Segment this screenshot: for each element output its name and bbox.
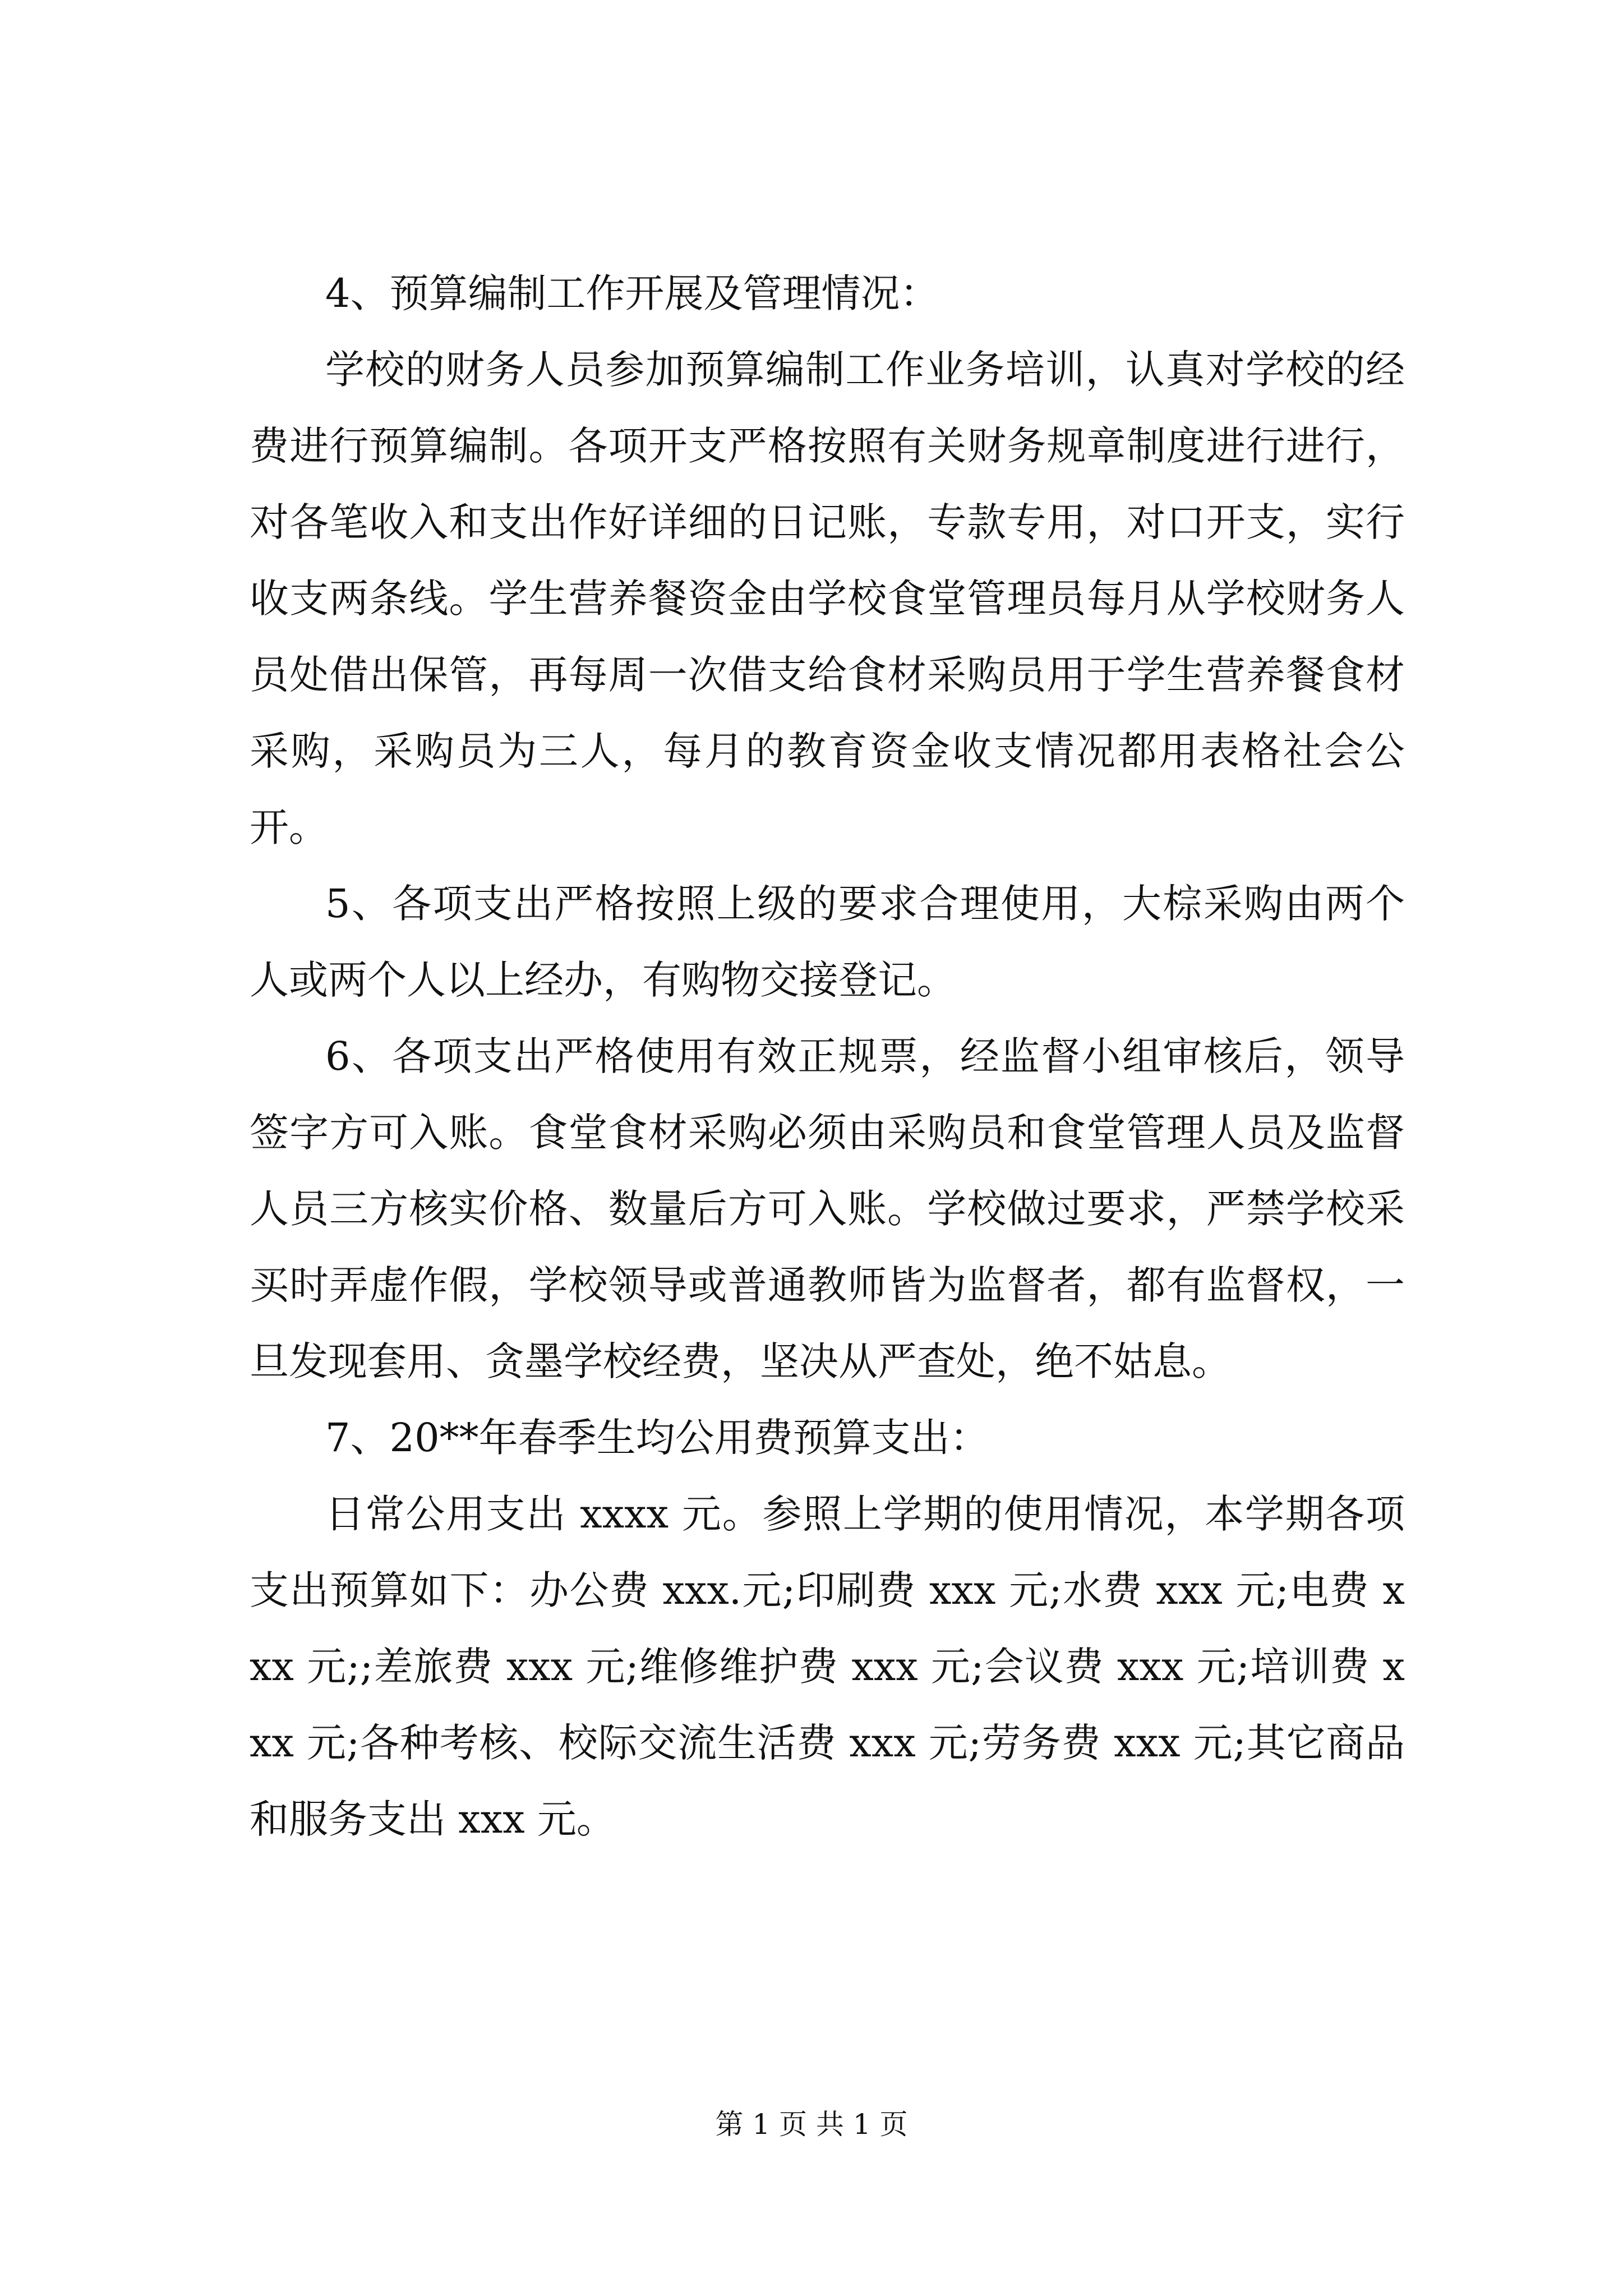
paragraph-spending-rules: 5、各项支出严格按照上级的要求合理使用，大棕采购由两个人或两个人以上经办，有购物交接登记。 xyxy=(250,881,1405,1003)
document-body xyxy=(250,255,1405,1857)
paragraph-spring-budget-heading: 7、20**年春季生均公用费预算支出： xyxy=(325,1415,989,1461)
paragraph-budget-details: 学校的财务人员参加预算编制工作业务培训，认真对学校的经费进行预算编制。各项开支严格按照有关财务规章制度进行进行，对各笔收入和支出作好详细的日记账，专款专用，对口开支，实行收支两条线。学生营养餐资金由学校食堂管理员每月从学校财务人员处借出保管，再每周一次借支给食材采购员用于学生营养餐食材采购，采购员为三人，每月的教育资金收支情况都用表格社会公开。 xyxy=(250,347,1405,850)
paragraph-spring-budget-items: 日常公用支出 xxxx 元。参照上学期的使用情况，本学期各项支出预算如下：办公费 xxx.元;印刷费 xxx 元;水费 xxx 元;电费 xxx 元;;差旅费 xxx 元;维修维护费 xxx 元;会议费 xxx 元;培训费 xxx 元;各种考核、校际交流生活费 xxx 元;劳务费 xxx 元;其它商品和服务支出 xxx 元。 xyxy=(250,1491,1405,1842)
paragraph-budget-heading: 4、预算编制工作开展及管理情况： xyxy=(325,270,939,316)
paragraph-invoice-rules: 6、各项支出严格使用有效正规票，经监督小组审核后，领导签字方可入账。食堂食材采购必须由采购员和食堂管理人员及监督人员三方核实价格、数量后方可入账。学校做过要求，严禁学校采买时弄虚作假，学校领导或普通教师皆为监督者，都有监督权，一旦发现套用、贪墨学校经费，坚决从严查处，绝不姑息。 xyxy=(250,1033,1405,1384)
page-footer: 第 1 页 共 1 页 xyxy=(715,2108,908,2141)
